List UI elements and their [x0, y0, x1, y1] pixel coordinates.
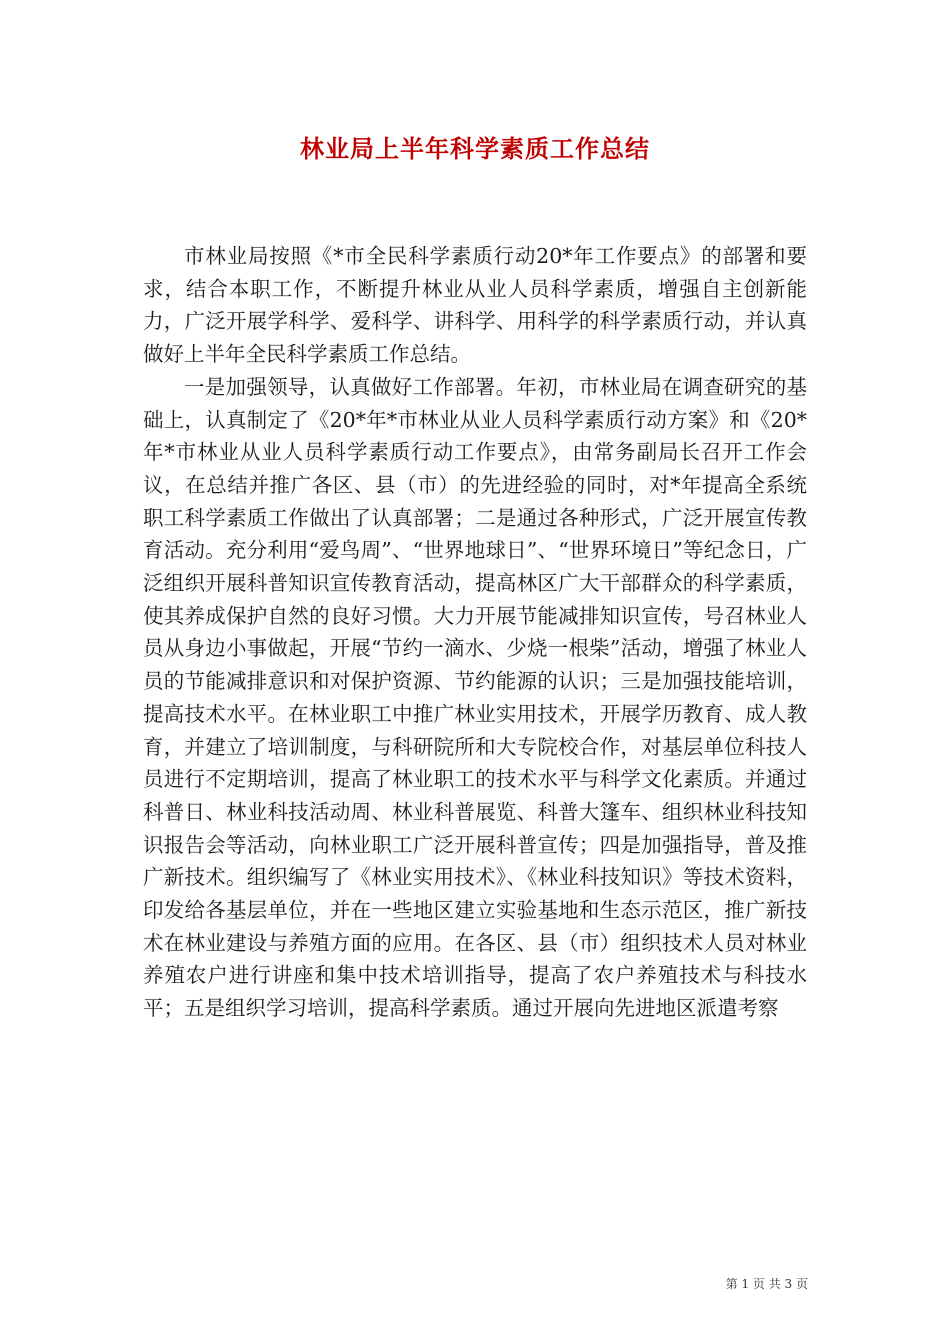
document-title: 林业局上半年科学素质工作总结	[300, 134, 650, 163]
paragraph-main: 一是加强领导，认真做好工作部署。年初，市林业局在调查研究的基础上，认真制定了《20*年*市林业从业人员科学素质行动方案》和《20*年*市林业从业人员科学素质行动工作要点》，由常务副局长召开工作会议，在总结并推广各区、县（市）的先进经验的同时，对*年提高全系统职工科学素质工作做出了认真部署；二是通过各种形式，广泛开展宣传教育活动。充分利用“爱鸟周”、“世界地球日”、“世界环境日”等纪念日，广泛组织开展科普知识宣传教育活动，提高林区广大干部群众的科学素质，使其养成保护自然的良好习惯。大力开展节能减排知识宣传，号召林业人员从身边小事做起，开展“节约一滴水、少烧一根柴”活动，增强了林业人员的节能减排意识和对保护资源、节约能源的认识；三是加强技能培训，提高技术水平。在林业职工中推广林业实用技术，开展学历教育、成人教育，并建立了培训制度，与科研院所和大专院校合作，对基层单位科技人员进行不定期培训，提高了林业职工的技术水平与科学文化素质。并通过科普日、林业科技活动周、林业科普展览、科普大篷车、组织林业科技知识报告会等活动，向林业职工广泛开展科普宣传；四是加强指导，普及推广新技术。组织编写了《林业实用技术》、《林业科技知识》等技术资料，印发给各基层单位，并在一些地区建立实验基地和生态示范区，推广新技术在林业建设与养殖方面的应用。在各区、县（市）组织技术人员对林业养殖农户进行讲座和集中技术培训指导，提高了农户养殖技术与科技水平；五是组织学习培训，提高科学素质。通过开展向先进地区派遣考察	[143, 374, 807, 1021]
document-body	[143, 240, 807, 1025]
page-number: 第 1 页 共 3 页	[725, 1277, 808, 1291]
paragraph-intro: 市林业局按照《*市全民科学素质行动20*年工作要点》的部署和要求，结合本职工作，不断提升林业从业人员科学素质，增强自主创新能力，广泛开展学科学、爱科学、讲科学、用科学的科学素质行动，并认真做好上半年全民科学素质工作总结。	[143, 244, 807, 367]
